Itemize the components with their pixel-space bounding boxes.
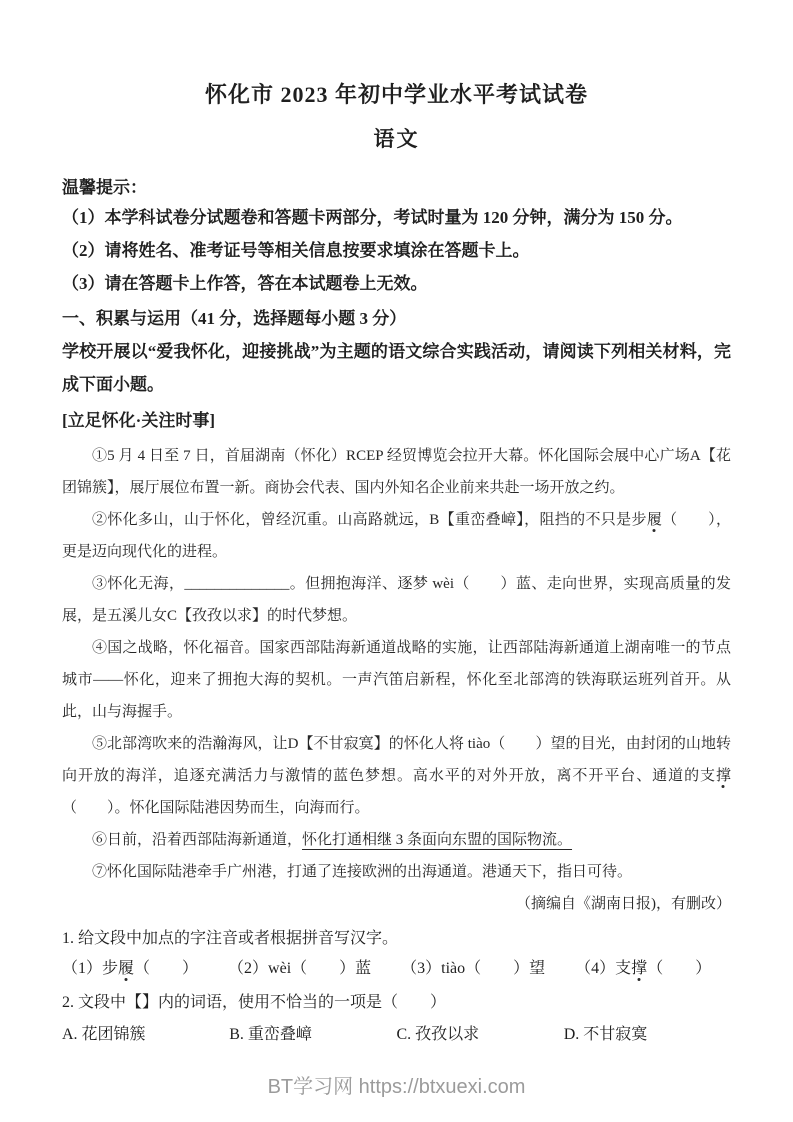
question-1-item-3: （3）tiào（ ）望 (401, 960, 546, 977)
watermark-text: BT学习网 https://btxuexi.com (267, 1076, 526, 1098)
question-2-option-b: B. 重峦叠嶂 (229, 1026, 312, 1043)
material-source-attribution: （摘编自《湖南日报)，有删改） (516, 896, 731, 912)
question-2-option-a: A. 花团锦簇 (62, 1026, 146, 1043)
paragraph-5-emphasized-char: 撑 (715, 768, 731, 784)
q1-item-1-post: （ ） (134, 960, 199, 977)
notice-item-3: （3）请在答题卡上作答，答在本试题卷上无效。 (62, 274, 428, 293)
material-paragraph-5 (62, 728, 731, 824)
section-intro: 学校开展以“爱我怀化，迎接挑战”为主题的语文综合实践活动，请阅读下列相关材料，完成下面小题。 (62, 342, 731, 394)
question-1-item-1 (62, 954, 198, 984)
q1-item-1-pre: （1）步 (62, 960, 119, 977)
notice-heading: 温馨提示： (62, 178, 147, 197)
question-2-option-d: D. 不甘寂寞 (563, 1026, 648, 1043)
section-heading: 一、积累与运用（41 分，选择题每小题 3 分） (62, 309, 407, 328)
question-2-stem: 2. 文段中【】内的词语，使用不恰当的一项是（ ） (62, 994, 447, 1011)
question-1-item-4 (575, 954, 711, 984)
material-paragraph-6 (62, 824, 731, 856)
page-title: 怀化市 2023 年初中学业水平考试试卷 (204, 82, 588, 107)
question-2-options (62, 1020, 731, 1050)
paragraph-2-text-post: （ ），更是迈向现代化的进程。 (62, 512, 731, 560)
question-2-option-c: C. 孜孜以求 (396, 1026, 480, 1043)
q1-item-4-post: （ ） (647, 960, 712, 977)
notice-item-2: （2）请将姓名、准考证号等相关信息按要求填涂在答题卡上。 (62, 241, 530, 260)
paragraph-2-emphasized-char: 履 (646, 512, 663, 528)
q1-item-4-pre: （4）支 (575, 960, 632, 977)
question-1-stem: 1. 给文段中加点的字注音或者根据拼音写汉字。 (62, 930, 399, 947)
q1-item-4-emphasized-char: 撑 (631, 960, 648, 977)
material-paragraph-1: ①5 月 4 日至 7 日，首届湖南（怀化）RCEP 经贸博览会拉开大幕。怀化国际会展中心广场A【花团锦簇】，展厅展位布置一新。商协会代表、国内外知名企业前来共赴一场开放之约。 (62, 448, 731, 496)
paragraph-5-text-post: （ ）。怀化国际陆港因势而生，向海而行。 (62, 800, 370, 816)
subject-title: 语文 (373, 127, 420, 151)
material-paragraph-7: ⑦怀化国际陆港牵手广州港，打通了连接欧洲的出海通道。港通天下，指日可待。 (92, 864, 633, 880)
reading-material (62, 440, 731, 920)
question-1-item-2: （2）wèi（ ）蓝 (228, 960, 372, 977)
material-paragraph-4: ④国之战略，怀化福音。国家西部陆海新通道战略的实施，让西部陆海新通道上湖南唯一的节点城市——怀化，迎来了拥抱大海的契机。一声汽笛启新程，怀化至北部湾的铁海联运班列首开。从此，山与海握手。 (62, 640, 731, 720)
material-paragraph-2 (62, 504, 731, 568)
material-tag: [立足怀化·关注时事] (62, 411, 215, 430)
paragraph-6-underlined-text: 怀化打通相继 3 条面向东盟的国际物流。 (302, 832, 573, 848)
material-paragraph-3: ③怀化无海，______________。但拥抱海洋、逐梦 wèi（ ）蓝、走向世界，实现高质量的发展，是五溪儿女C【孜孜以求】的时代梦想。 (62, 576, 731, 624)
notice-item-1: （1）本学科试卷分试题卷和答题卡两部分，考试时量为 120 分钟，满分为 150 分。 (62, 208, 683, 227)
paragraph-6-text-pre: ⑥日前，沿着西部陆海新通道， (92, 832, 303, 848)
q1-item-1-emphasized-char: 履 (118, 960, 135, 977)
question-1-items (62, 954, 731, 984)
paragraph-5-text-pre: ⑤北部湾吹来的浩瀚海风，让D【不甘寂寞】的怀化人将 tiào（ ）望的目光，由封闭的山地转向开放的海洋，追逐充满活力与激情的蓝色梦想。高水平的对外开放，离不开平台、通道的支 (62, 736, 731, 784)
paragraph-2-text-pre: ②怀化多山，山于怀化，曾经沉重。山高路就远，B【重峦叠嶂】，阻挡的不只是步 (92, 512, 647, 528)
